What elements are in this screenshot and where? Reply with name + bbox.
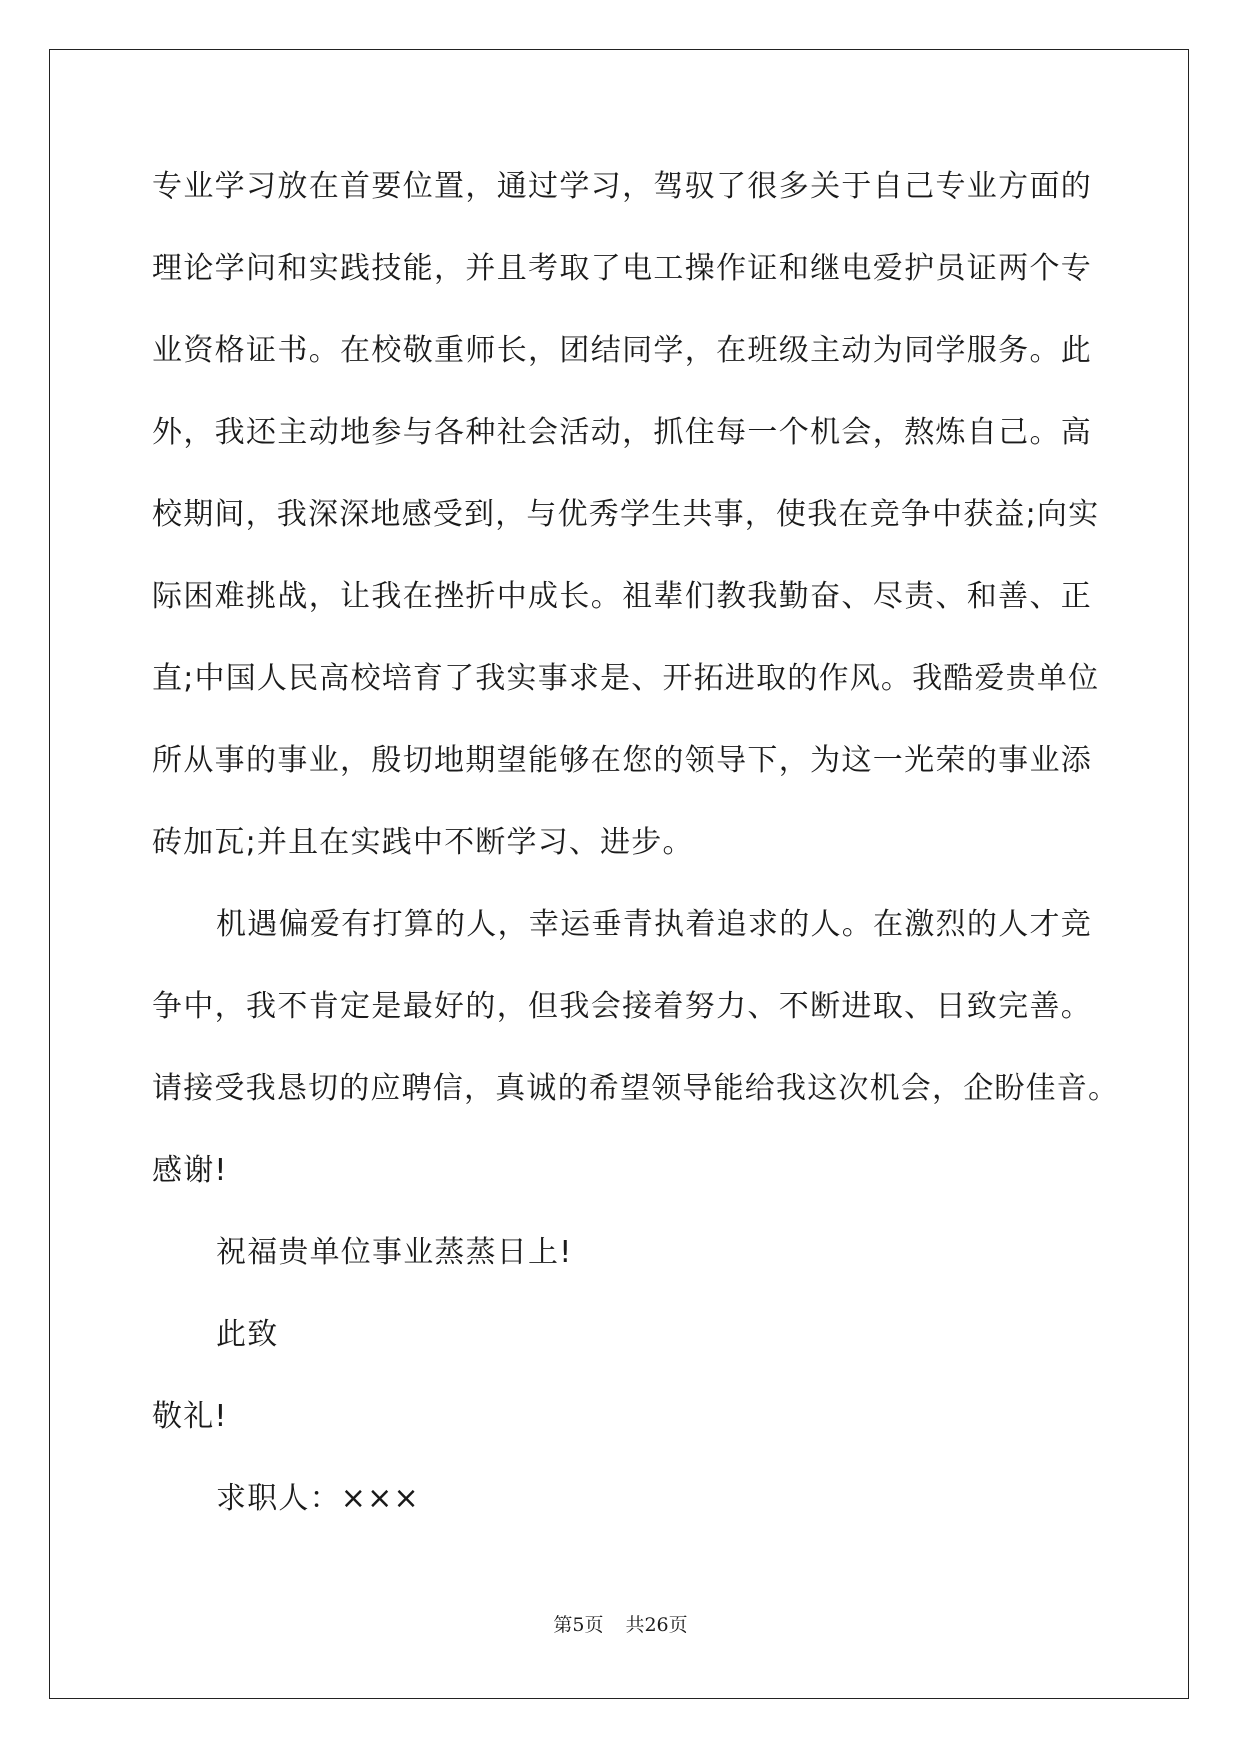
text-line: 感谢! xyxy=(152,1153,228,1188)
text-line: 请接受我恳切的应聘信，真诚的希望领导能给我这次机会，企盼佳音。 xyxy=(152,1071,1120,1106)
text-line: 此致 xyxy=(216,1317,279,1352)
page-footer xyxy=(0,1610,1241,1637)
page-number: 第5页 xyxy=(553,1614,604,1636)
text-line: 际困难挑战，让我在挫折中成长。祖辈们教我勤奋、尽责、和善、正 xyxy=(152,579,1092,614)
text-line: 专业学习放在首要位置，通过学习，驾驭了很多关于自己专业方面的 xyxy=(152,169,1092,204)
text-line: 所从事的事业，殷切地期望能够在您的领导下，为这一光荣的事业添 xyxy=(152,743,1092,778)
text-line: 祝福贵单位事业蒸蒸日上! xyxy=(216,1235,573,1270)
text-line: 理论学问和实践技能，并且考取了电工操作证和继电爱护员证两个专 xyxy=(152,251,1092,286)
text-line: 直;中国人民高校培育了我实事求是、开拓进取的作风。我酷爱贵单位 xyxy=(152,661,1100,696)
document-body xyxy=(152,160,1120,1554)
page-total: 共26页 xyxy=(625,1614,688,1636)
text-line: 机遇偏爱有打算的人，幸运垂青执着追求的人。在激烈的人才竞 xyxy=(216,907,1092,942)
text-line: 敬礼! xyxy=(152,1399,228,1434)
text-line: 砖加瓦;并且在实践中不断学习、进步。 xyxy=(152,825,694,860)
text-line: 校期间，我深深地感受到，与优秀学生共事，使我在竞争中获益;向实 xyxy=(152,497,1100,532)
text-line: 求职人：××× xyxy=(216,1481,420,1516)
text-line: 业资格证书。在校敬重师长，团结同学，在班级主动为同学服务。此 xyxy=(152,333,1092,368)
text-line: 争中，我不肯定是最好的，但我会接着努力、不断进取、日致完善。 xyxy=(152,989,1092,1024)
text-line: 外，我还主动地参与各种社会活动，抓住每一个机会，熬炼自己。高 xyxy=(152,415,1092,450)
